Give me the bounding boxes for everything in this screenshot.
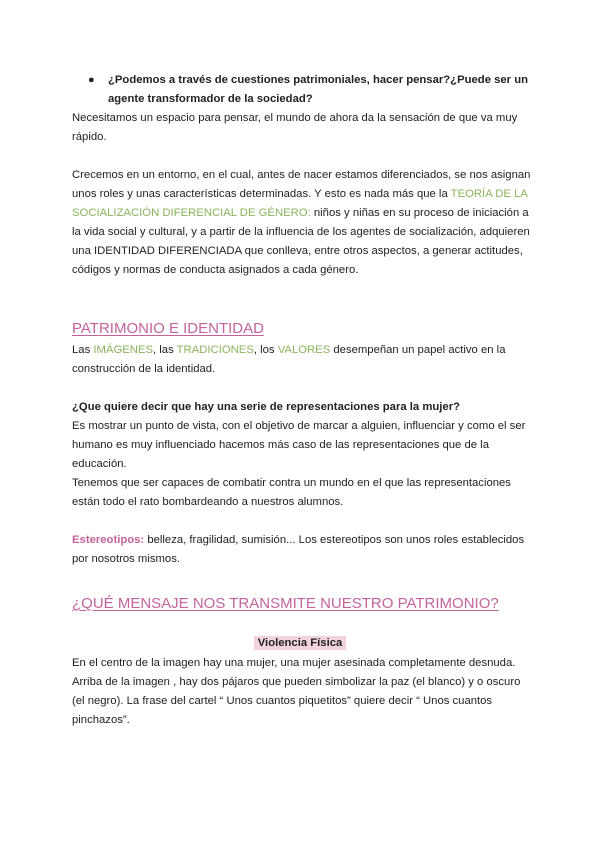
bullet-question-text: ¿Podemos a través de cuestiones patrimoniales, hacer pensar?¿Puede ser un agente transformador de la sociedad? — [108, 74, 529, 105]
identity-text-c: , los — [253, 344, 278, 356]
representations-answer-1: Es mostrar un punto de vista, con el objetivo de marcar a alguien, influenciar y como el ser humano es muy influenciado hacemos más caso de las representaciones que de la educación. — [72, 420, 526, 470]
identity-text-d: desempeñan un papel activo en la construcción de la identidad. — [72, 344, 506, 375]
identity-text-a: Las — [72, 344, 94, 356]
socialization-paragraph — [72, 166, 532, 280]
theory-highlight: TEORÍA DE LA SOCIALIZACIÓN DIFERENCIAL DE GÉNERO: — [72, 188, 528, 219]
stereotypes-paragraph — [72, 531, 532, 569]
highlight-imagenes: IMÁGENES — [93, 344, 153, 356]
answer-paragraph: Necesitamos un espacio para pensar, el mundo de ahora da la sensación de que va muy rápido. — [72, 112, 518, 143]
identity-text-b: , las — [153, 344, 177, 356]
bullet-question-item — [88, 71, 528, 109]
violence-subtitle: Violencia Física — [254, 636, 347, 650]
bullet-icon: ● — [88, 74, 95, 86]
heading-mensaje-patrimonio: ¿QUÉ MENSAJE NOS TRANSMITE NUESTRO PATRIMONIO? — [72, 595, 499, 612]
image-description-paragraph: En el centro de la imagen hay una mujer, una mujer asesinada completamente desnuda. Arriba de la imagen , hay dos pájaros que pueden simbolizar la paz (el blanco) y o oscuro (el negro). La frase del cartel “ Unos cuantos piquetitos” quiere decir “ Unos cuantos pinchazos”. — [72, 657, 521, 726]
socialization-rest: niños y niñas en su proceso de iniciación a la vida social y cultural, y a partir de la influencia de los agentes de socialización, adquieren una IDENTIDAD DIFERENCIADA que conlleva, entre otros aspectos, a generar actitudes, códigos y normas de conducta asignados a cada género. — [72, 207, 530, 276]
representations-question: ¿Que quiere decir que hay una serie de representaciones para la mujer? — [72, 401, 461, 413]
stereotypes-label: Estereotipos: — [72, 534, 145, 546]
socialization-intro: Crecemos en un entorno, en el cual, antes de nacer estamos diferenciados, se nos asignan unos roles y unas características determinadas. Y esto es nada más que la — [72, 169, 531, 200]
highlight-tradiciones: TRADICIONES — [176, 344, 254, 356]
violence-subtitle-wrapper — [0, 634, 600, 653]
identity-paragraph — [72, 341, 532, 379]
representations-answer-2: Tenemos que ser capaces de combatir contra un mundo en el que las representaciones están todo el rato bombardeando a nuestros alumnos. — [72, 477, 511, 508]
stereotypes-text: belleza, fragilidad, sumisión... Los estereotipos son unos roles establecidos por nosotros mismos. — [72, 534, 525, 565]
heading-patrimonio-identidad: PATRIMONIO E IDENTIDAD — [72, 320, 264, 337]
highlight-valores: VALORES — [277, 344, 331, 356]
